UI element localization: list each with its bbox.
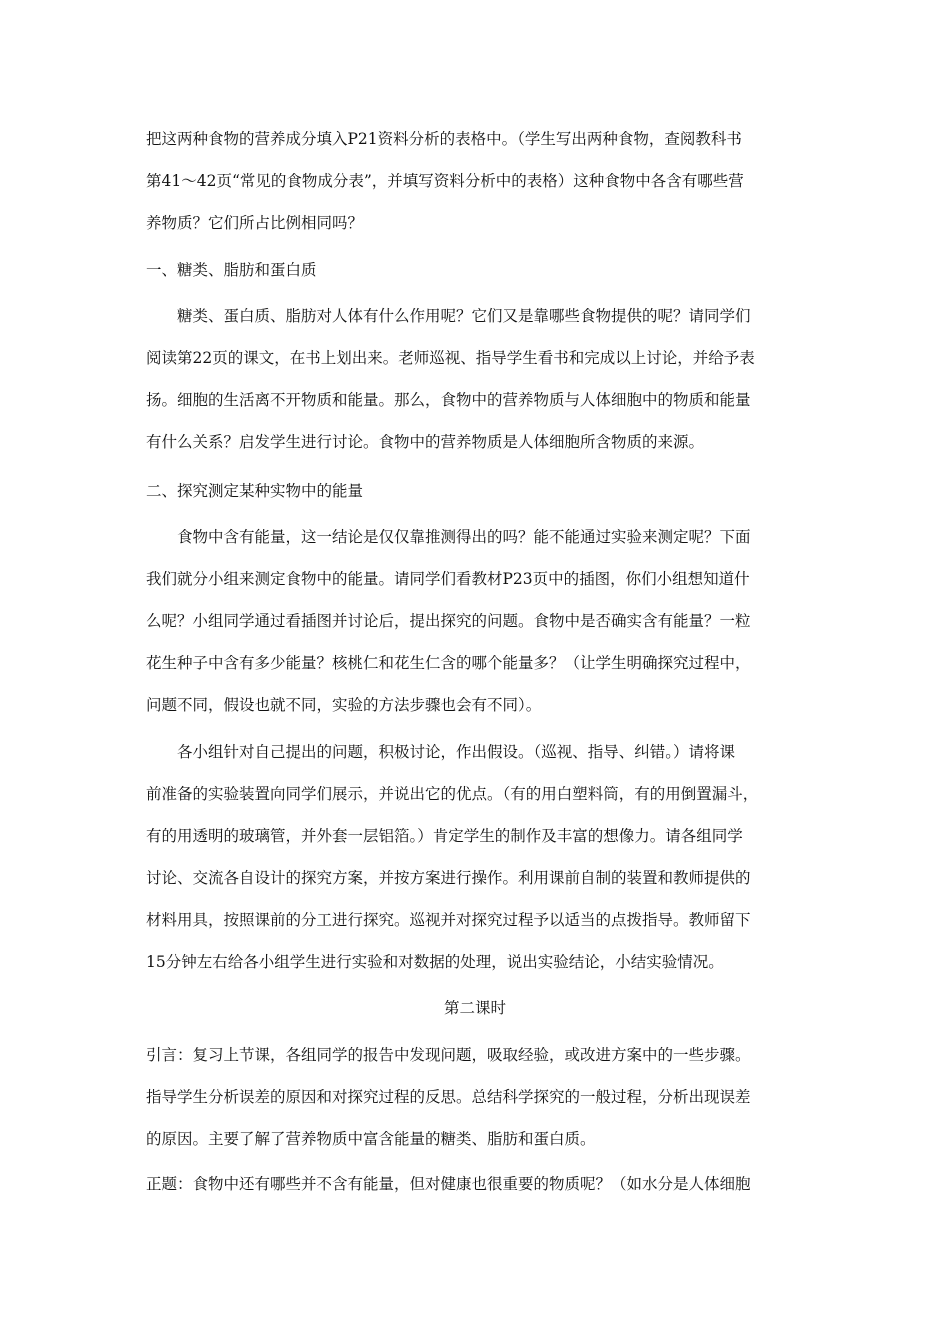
paragraph-line: 有什么关系？启发学生进行讨论。食物中的营养物质是人体细胞所含物质的来源。	[146, 433, 705, 451]
section-heading-1: 一、糖类、脂肪和蛋白质	[146, 261, 317, 279]
paragraph-line: 的原因。主要了解了营养物质中富含能量的糖类、脂肪和蛋白质。	[146, 1130, 596, 1148]
paragraph-line: 我们就分小组来测定食物中的能量。请同学们看教材P23页中的插图，你们小组想知道什	[146, 570, 750, 588]
paragraph-line: 有的用透明的玻璃管，并外套一层铝箔。）肯定学生的制作及丰富的想像力。请各组同学	[146, 827, 743, 845]
paragraph-line: 养物质？它们所占比例相同吗？	[146, 214, 364, 232]
section-heading-2: 二、探究测定某种实物中的能量	[146, 482, 364, 500]
paragraph-line: 把这两种食物的营养成分填入P21资料分析的表格中。（学生写出两种食物，查阅教科书	[146, 130, 742, 148]
paragraph-line: 食物中含有能量，这一结论是仅仅靠推测得出的吗？能不能通过实验来测定呢？下面	[177, 528, 751, 546]
paragraph-line: 阅读第22页的课文，在书上划出来。老师巡视、指导学生看书和完成以上讨论，并给予表	[146, 349, 755, 367]
paragraph-line: 么呢？小组同学通过看插图并讨论后，提出探究的问题。食物中是否确实含有能量？一粒	[146, 612, 751, 630]
paragraph-line: 讨论、交流各自设计的探究方案，并按方案进行操作。利用课前自制的装置和教师提供的	[146, 869, 751, 887]
paragraph-line: 问题不同，假设也就不同，实验的方法步骤也会有不同）。	[146, 696, 542, 714]
paragraph-line: 各小组针对自己提出的问题，积极讨论，作出假设。（巡视、指导、纠错。）请将课	[177, 743, 736, 761]
paragraph-line: 扬。细胞的生活离不开物质和能量。那么，食物中的营养物质与人体细胞中的物质和能量	[146, 391, 751, 409]
paragraph-line: 正题：食物中还有哪些并不含有能量，但对健康也很重要的物质呢？（如水分是人体细胞	[146, 1175, 751, 1193]
lesson-title: 第二课时	[443, 999, 506, 1017]
paragraph-line: 前准备的实验装置向同学们展示，并说出它的优点。（有的用白塑料筒，有的用倒置漏斗，	[146, 785, 759, 803]
paragraph-line: 第41～42页“常见的食物成分表”，并填写资料分析中的表格）这种食物中各含有哪些营	[146, 172, 744, 190]
paragraph-line: 糖类、蛋白质、脂肪对人体有什么作用呢？它们又是靠哪些食物提供的呢？请同学们	[177, 307, 751, 325]
paragraph-line: 15分钟左右给各小组学生进行实验和对数据的处理，说出实验结论，小结实验情况。	[146, 953, 724, 971]
paragraph-line: 花生种子中含有多少能量？核桃仁和花生仁含的哪个能量多？（让学生明确探究过程中，	[146, 654, 751, 672]
paragraph-line: 材料用具，按照课前的分工进行探究。巡视并对探究过程予以适当的点拨指导。教师留下	[146, 911, 751, 929]
paragraph-line: 引言：复习上节课，各组同学的报告中发现问题，吸取经验，或改进方案中的一些步骤。	[146, 1046, 751, 1064]
paragraph-line: 指导学生分析误差的原因和对探究过程的反思。总结科学探究的一般过程，分析出现误差	[146, 1088, 751, 1106]
